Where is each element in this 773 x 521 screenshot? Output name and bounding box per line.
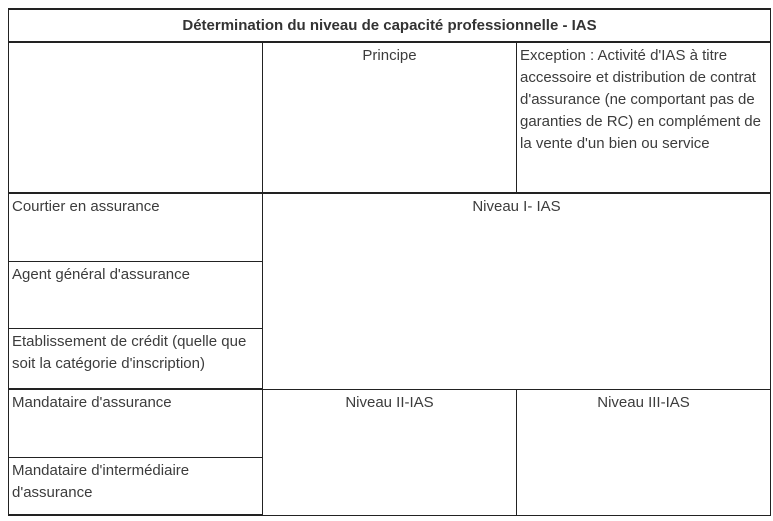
row-label-courtier: Courtier en assurance (9, 193, 263, 261)
title-row (9, 9, 771, 42)
table-title: Détermination du niveau de capacité professionnelle - IAS (9, 9, 771, 42)
header-principe: Principe (263, 42, 517, 193)
header-empty-cell (9, 42, 263, 193)
table-row (9, 193, 771, 261)
row-label-mandataire-intermediaire: Mandataire d'intermédiaire d'assurance (9, 457, 263, 515)
row-label-mandataire-assurance: Mandataire d'assurance (9, 389, 263, 457)
header-row (9, 42, 771, 193)
row-label-etablissement-credit: Etablissement de crédit (quelle que soit la catégorie d'inscription) (9, 328, 263, 389)
cell-niveau-2-ias: Niveau II-IAS (263, 389, 517, 515)
row-label-agent-general: Agent général d'assurance (9, 261, 263, 328)
capacity-level-table (8, 8, 771, 516)
cell-niveau-3-ias: Niveau III-IAS (517, 389, 771, 515)
table-row (9, 389, 771, 457)
header-exception: Exception : Activité d'IAS à titre accessoire et distribution de contrat d'assurance (ne comportant pas de garanties de RC) en complément de la vente d'un bien ou service (517, 42, 771, 193)
cell-niveau-1-ias: Niveau I- IAS (263, 193, 771, 389)
